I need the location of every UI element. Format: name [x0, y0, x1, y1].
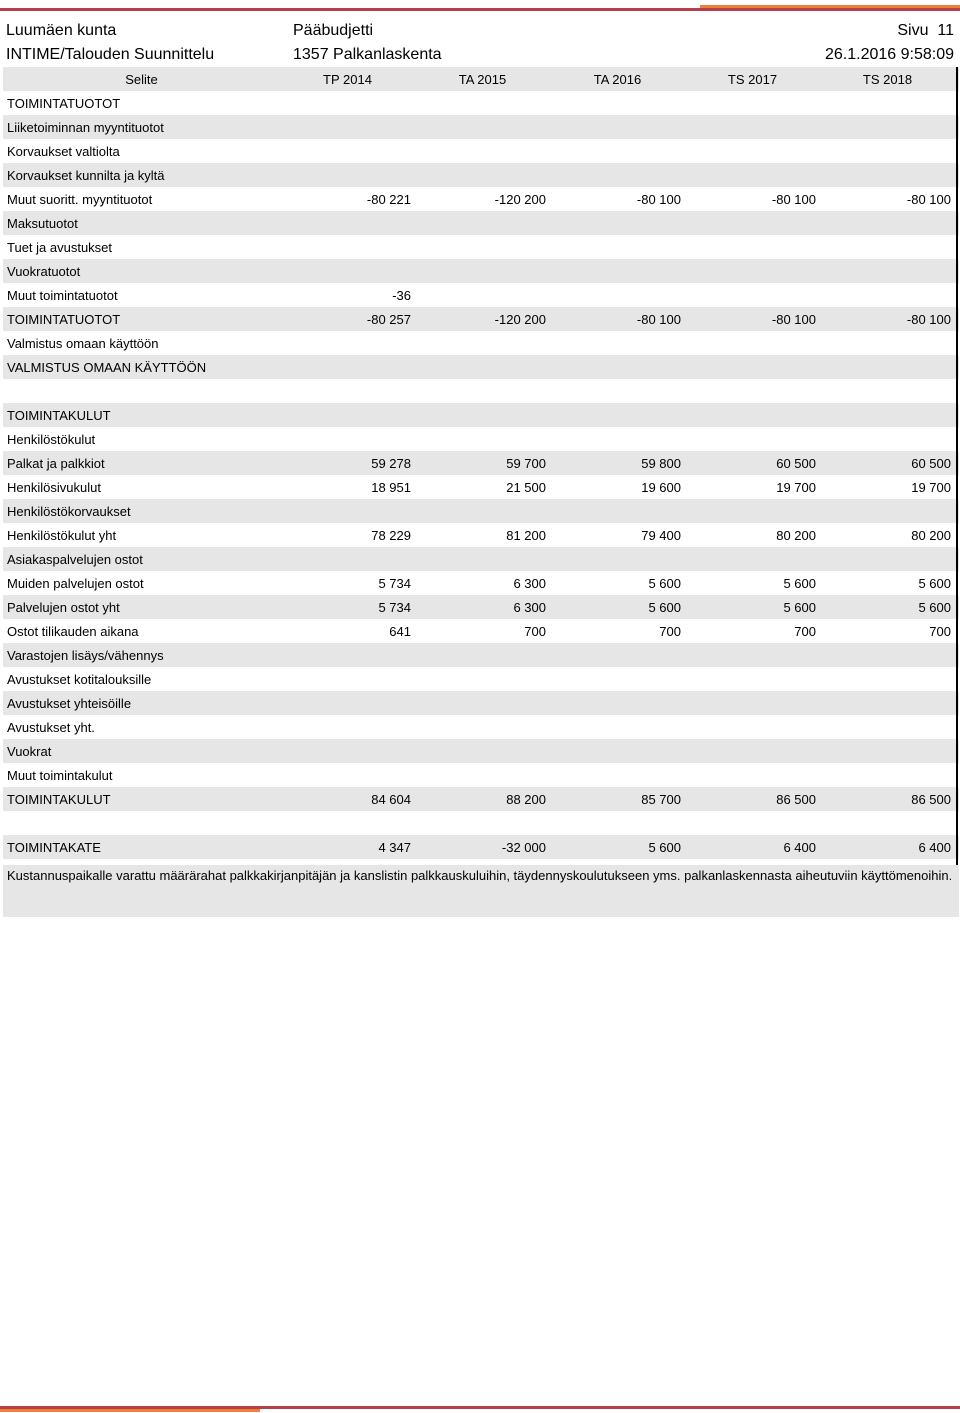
table-row	[3, 763, 959, 787]
column-header: TA 2016	[593, 71, 642, 87]
table-row	[3, 595, 959, 619]
row-value: 59 700	[506, 455, 546, 471]
row-label: Henkilösivukulut	[7, 479, 101, 495]
cost-center: 1357 Palkanlaskenta	[293, 46, 442, 63]
table-row	[3, 235, 959, 259]
row-label: Muut toimintakulut	[7, 767, 113, 783]
row-value: 19 700	[776, 479, 816, 495]
table-row	[3, 523, 959, 547]
row-label: Liiketoiminnan myyntituotot	[7, 119, 164, 135]
table-row	[3, 811, 959, 835]
org-name: Luumäen kunta	[6, 22, 117, 39]
budget-table	[3, 67, 959, 859]
row-value: 18 951	[371, 479, 411, 495]
row-value: 700	[794, 623, 816, 639]
table-row	[3, 427, 959, 451]
row-value: -36	[392, 287, 411, 303]
bottom-rule-accent	[0, 1409, 260, 1412]
table-row	[3, 355, 959, 379]
footnote: Kustannuspaikalle varattu määrärahat palkkakirjanpitäjän ja kanslistin palkkauskuluihin, täydennyskoulutukseen yms. palkanlaskennasta aiheutuviin käyttömenoihin.	[3, 865, 959, 917]
row-label: Asiakaspalvelujen ostot	[7, 551, 143, 567]
row-value: -80 100	[771, 191, 816, 207]
row-value: 84 604	[371, 791, 411, 807]
row-value: 5 734	[378, 575, 411, 591]
column-header: TP 2014	[323, 71, 372, 87]
row-label: TOIMINTAKULUT	[7, 407, 111, 423]
row-value: 60 500	[776, 455, 816, 471]
row-value: 5 734	[378, 599, 411, 615]
row-value: 86 500	[776, 791, 816, 807]
table-row	[3, 547, 959, 571]
row-label: Valmistus omaan käyttöön	[7, 335, 159, 351]
row-label: Muut suoritt. myyntituotot	[7, 191, 153, 207]
row-value: -32 000	[501, 839, 546, 855]
row-label: Avustukset kotitalouksille	[7, 671, 152, 687]
row-label: Muut toimintatuotot	[7, 287, 118, 303]
row-label: TOIMINTATUOTOT	[7, 95, 121, 111]
column-header: TS 2018	[862, 71, 913, 87]
top-rule	[0, 8, 960, 11]
row-value: 641	[389, 623, 411, 639]
row-value: 88 200	[506, 791, 546, 807]
row-label: Avustukset yhteisöille	[7, 695, 132, 711]
table-row	[3, 307, 959, 331]
row-value: -80 100	[636, 311, 681, 327]
row-label: Palvelujen ostot yht	[7, 599, 120, 615]
table-row	[3, 691, 959, 715]
table-row	[3, 667, 959, 691]
table-row	[3, 379, 959, 403]
row-label: Varastojen lisäys/vähennys	[7, 647, 164, 663]
row-label: Maksutuotot	[7, 215, 78, 231]
row-value: -80 100	[771, 311, 816, 327]
table-row	[3, 331, 959, 355]
table-row	[3, 283, 959, 307]
row-label: TOIMINTAKULUT	[7, 791, 111, 807]
table-row	[3, 139, 959, 163]
row-value: 60 500	[911, 455, 951, 471]
row-value: 6 300	[513, 599, 546, 615]
row-value: -80 221	[366, 191, 411, 207]
row-value: 5 600	[648, 599, 681, 615]
table-header-row	[3, 67, 959, 91]
row-value: -120 200	[494, 191, 546, 207]
row-value: -80 100	[906, 191, 951, 207]
table-row	[3, 187, 959, 211]
row-label: Vuokratuotot	[7, 263, 81, 279]
row-value: 700	[929, 623, 951, 639]
row-label: Korvaukset kunnilta ja kyltä	[7, 167, 165, 183]
table-row	[3, 499, 959, 523]
top-rule-accent	[700, 5, 960, 8]
row-value: 80 200	[776, 527, 816, 543]
table-row	[3, 475, 959, 499]
table-row	[3, 715, 959, 739]
row-value: 5 600	[918, 599, 951, 615]
row-value: 59 278	[371, 455, 411, 471]
row-value: -80 100	[636, 191, 681, 207]
row-value: 19 700	[911, 479, 951, 495]
row-label: Korvaukset valtiolta	[7, 143, 120, 159]
column-header: Selite	[125, 71, 158, 87]
right-border	[956, 67, 958, 917]
row-value: 86 500	[911, 791, 951, 807]
table-row	[3, 787, 959, 811]
row-value: -80 257	[366, 311, 411, 327]
table-row	[3, 403, 959, 427]
row-label: Muiden palvelujen ostot	[7, 575, 144, 591]
table-row	[3, 115, 959, 139]
row-value: 59 800	[641, 455, 681, 471]
row-label: Vuokrat	[7, 743, 52, 759]
row-value: 80 200	[911, 527, 951, 543]
department: INTIME/Talouden Suunnittelu	[6, 46, 215, 63]
row-label: TOIMINTATUOTOT	[7, 311, 121, 327]
row-value: 6 400	[783, 839, 816, 855]
row-value: -120 200	[494, 311, 546, 327]
row-value: 5 600	[918, 575, 951, 591]
row-value: 85 700	[641, 791, 681, 807]
row-label: Avustukset yht.	[7, 719, 95, 735]
table-row	[3, 571, 959, 595]
row-value: 19 600	[641, 479, 681, 495]
row-value: 21 500	[506, 479, 546, 495]
row-value: 81 200	[506, 527, 546, 543]
row-value: -80 100	[906, 311, 951, 327]
row-value: 6 300	[513, 575, 546, 591]
table-row	[3, 259, 959, 283]
row-label: Henkilöstökulut yht	[7, 527, 117, 543]
page-number: Sivu 11	[897, 22, 954, 39]
row-value: 6 400	[918, 839, 951, 855]
row-label: Tuet ja avustukset	[7, 239, 113, 255]
table-row	[3, 91, 959, 115]
table-row	[3, 835, 959, 859]
row-value: 5 600	[783, 599, 816, 615]
column-header: TA 2015	[458, 71, 507, 87]
row-label: Henkilöstökorvaukset	[7, 503, 131, 519]
table-row	[3, 619, 959, 643]
column-header: TS 2017	[727, 71, 778, 87]
table-row	[3, 643, 959, 667]
row-value: 700	[524, 623, 546, 639]
row-value: 5 600	[648, 575, 681, 591]
table-row	[3, 211, 959, 235]
print-datetime: 26.1.2016 9:58:09	[824, 46, 954, 63]
row-label: Palkat ja palkkiot	[7, 455, 105, 471]
row-value: 79 400	[641, 527, 681, 543]
table-row	[3, 739, 959, 763]
row-value: 5 600	[783, 575, 816, 591]
row-value: 5 600	[648, 839, 681, 855]
row-label: VALMISTUS OMAAN KÄYTTÖÖN	[7, 359, 207, 375]
document-title: Pääbudjetti	[293, 22, 374, 39]
row-value: 78 229	[371, 527, 411, 543]
row-value: 700	[659, 623, 681, 639]
row-label: TOIMINTAKATE	[7, 839, 101, 855]
row-label: Ostot tilikauden aikana	[7, 623, 139, 639]
row-value: 4 347	[378, 839, 411, 855]
table-row	[3, 163, 959, 187]
table-row	[3, 451, 959, 475]
row-label: Henkilöstökulut	[7, 431, 96, 447]
